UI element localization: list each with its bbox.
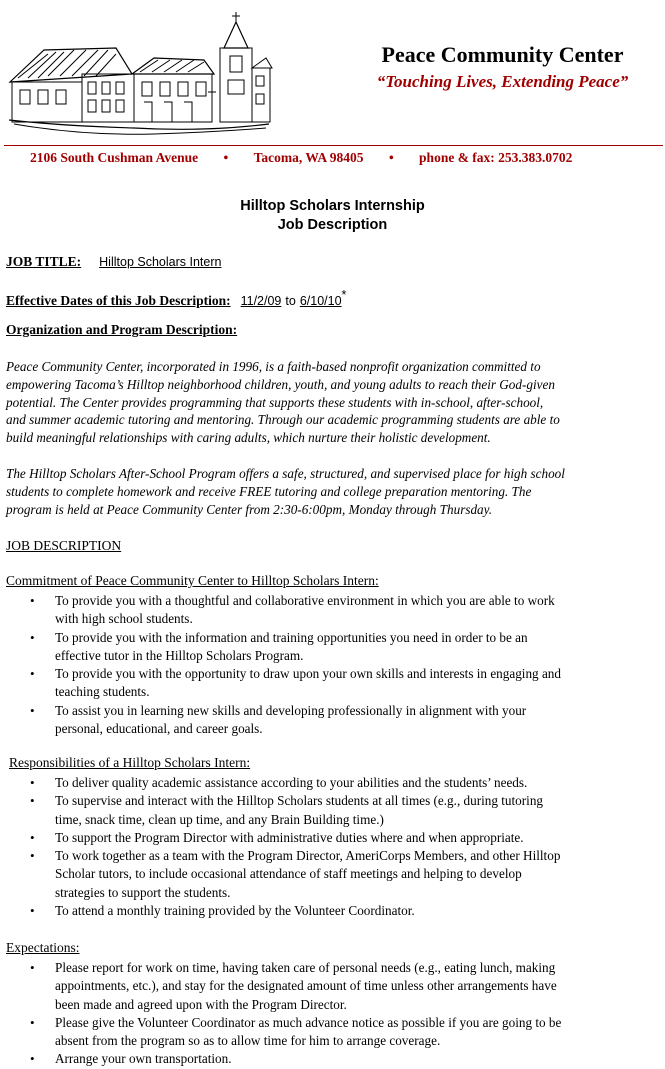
job-title-row — [6, 253, 221, 271]
title-line-1: Hilltop Scholars Internship — [240, 198, 425, 214]
bullet: • — [30, 793, 35, 809]
bullet: • — [30, 593, 35, 608]
paragraph-line: and summer academic tutoring and mentoring. Through our academic programming students are able to — [6, 412, 560, 428]
item-line: Please report for work on time, having taken care of personal needs (e.g., eating lunch, making — [55, 960, 556, 975]
commitment-list — [0, 592, 665, 738]
item-line: strategies to support the students. — [55, 884, 231, 900]
date-range-to: to — [285, 294, 296, 308]
organization-tagline: “Touching Lives, Extending Peace” — [376, 72, 629, 91]
list-item — [0, 792, 665, 829]
job-title-value: Hilltop Scholars Intern — [99, 255, 222, 269]
job-description-heading: JOB DESCRIPTION — [6, 538, 122, 553]
bullet: • — [30, 848, 35, 864]
item-line: To provide you with the information and training opportunities you need in order to be an — [55, 629, 528, 645]
bullet-separator: • — [223, 150, 229, 165]
address-text: 2106 South Cushman Avenue — [30, 150, 199, 165]
item-line: To supervise and interact with the Hilltop Scholars students at all times (e.g., during tutoring — [55, 793, 544, 809]
title-line-2: Job Description — [277, 217, 388, 233]
item-line: To attend a monthly training provided by the Volunteer Coordinator. — [55, 903, 415, 919]
item-line: appointments, etc.), and stay for the designated amount of time unless other arrangements have — [55, 978, 557, 994]
expectations-heading: Expectations: — [6, 940, 80, 955]
item-line: To provide you with the opportunity to draw upon your own skills and interests in engaging and — [55, 666, 561, 682]
paragraph-line: students to complete homework and receive FREE tutoring and college preparation mentoring. The — [6, 483, 532, 499]
paragraph-line: program is held at Peace Community Center from 2:30-6:00pm, Monday through Thursday. — [6, 501, 493, 517]
footnote-marker: * — [341, 288, 347, 302]
effective-dates-label: Effective Dates of this Job Description: — [6, 293, 231, 308]
list-item — [0, 1014, 665, 1051]
end-date: 6/10/10 — [299, 294, 342, 308]
program-description-paragraph — [6, 465, 665, 518]
item-line: Please give the Volunteer Coordinator as much advance notice as possible if you are going to be — [55, 1014, 562, 1030]
list-item — [0, 702, 665, 739]
list-item — [0, 665, 665, 702]
bullet: • — [30, 829, 35, 845]
item-line: To assist you in learning new skills and developing professionally in alignment with your — [55, 702, 527, 718]
list-item — [0, 959, 665, 1014]
bullet: • — [30, 903, 35, 919]
item-line: been made and agreed upon with the Program Director. — [55, 996, 347, 1012]
start-date: 11/2/09 — [240, 294, 282, 308]
responsibilities-heading: Responsibilities of a Hilltop Scholars Intern: — [9, 755, 251, 770]
bullet: • — [30, 629, 35, 645]
item-line: To deliver quality academic assistance according to your abilities and the students’ needs. — [55, 775, 528, 790]
item-line: absent from the program so as to allow time for him to arrange coverage. — [55, 1033, 441, 1049]
bullet: • — [30, 1051, 35, 1067]
bullet: • — [30, 702, 35, 718]
list-item — [0, 592, 665, 629]
city-text: Tacoma, WA 98405 — [253, 150, 364, 165]
item-line: effective tutor in the Hilltop Scholars Program. — [55, 647, 304, 663]
item-line: Scholar tutors, to include occasional attendance of staff meetings and helping to develop — [55, 866, 522, 882]
list-item — [0, 829, 665, 847]
document-title — [0, 197, 665, 235]
item-line: Arrange your own transportation. — [55, 1051, 232, 1067]
bullet-separator: • — [388, 150, 394, 165]
organization-name: Peace Community Center — [381, 42, 624, 67]
list-item — [0, 774, 665, 792]
item-line: with high school students. — [55, 611, 193, 627]
paragraph-line: Peace Community Center, incorporated in 1996, is a faith-based nonprofit organization committed to — [6, 359, 541, 374]
responsibilities-list — [0, 774, 665, 920]
org-description-paragraph — [6, 358, 665, 447]
phone-text: phone & fax: 253.383.0702 — [419, 150, 573, 165]
item-line: To work together as a team with the Program Director, AmeriCorps Members, and other Hilltop — [55, 848, 561, 864]
item-line: personal, educational, and career goals. — [55, 721, 263, 737]
bullet: • — [30, 960, 35, 975]
paragraph-line: build meaningful relationships with caring adults, which nurture their holistic development. — [6, 430, 491, 446]
expectations-list — [0, 959, 665, 1069]
bullet: • — [30, 666, 35, 682]
list-item — [0, 847, 665, 902]
item-line: To support the Program Director with administrative duties where and when appropriate. — [55, 829, 524, 845]
org-description-heading: Organization and Program Description: — [6, 322, 238, 337]
commitment-heading: Commitment of Peace Community Center to Hilltop Scholars Intern: — [6, 573, 379, 588]
paragraph-line: The Hilltop Scholars After-School Program offers a safe, structured, and supervised place for high school — [6, 466, 565, 481]
bullet: • — [30, 1014, 35, 1030]
bullet: • — [30, 775, 35, 790]
paragraph-line: empowering Tacoma’s Hilltop neighborhood children, youth, and young adults to reach their God-given — [6, 376, 555, 392]
letterhead-divider — [4, 145, 663, 146]
list-item — [0, 629, 665, 666]
item-line: To provide you with a thoughtful and collaborative environment in which you are able to work — [55, 593, 555, 608]
list-item — [0, 1050, 665, 1068]
contact-line — [30, 150, 650, 166]
item-line: teaching students. — [55, 684, 150, 700]
effective-dates-row — [6, 288, 346, 310]
job-title-label: JOB TITLE: — [6, 254, 82, 269]
list-item — [0, 902, 665, 920]
community-center-building-logo — [4, 8, 274, 140]
item-line: time, snack time, clean up time, and any Brain Building time.) — [55, 811, 384, 827]
paragraph-line: potential. The Center provides programming that supports these students with in-school, after-school, — [6, 394, 544, 410]
